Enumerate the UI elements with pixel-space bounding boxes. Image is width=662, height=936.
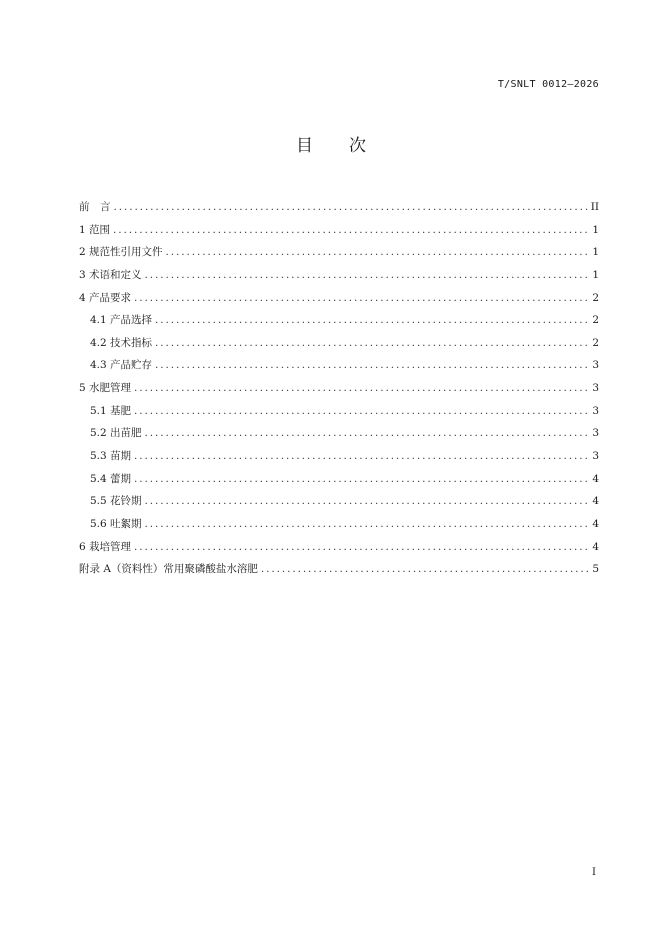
toc-leader-dots (166, 244, 590, 260)
toc-entry-page: 3 (592, 404, 599, 417)
toc-entry-page: 2 (592, 314, 599, 327)
toc-leader-dots (261, 561, 589, 577)
toc-entry-label: 3 术语和定义 (79, 268, 142, 281)
toc-entry-label: 5.3 苗期 (90, 450, 132, 463)
toc-leader-dots (113, 222, 589, 238)
toc-subentry[interactable] (79, 516, 599, 539)
toc-leader-dots (155, 312, 589, 328)
toc-subentry[interactable] (79, 312, 599, 335)
toc-entry[interactable] (79, 267, 599, 290)
toc-leader-dots (145, 493, 590, 509)
toc-entry[interactable] (79, 244, 599, 267)
toc-entry-label: 5 水肥管理 (79, 382, 132, 395)
toc-leader-dots (145, 516, 590, 532)
toc-subentry[interactable] (79, 335, 599, 358)
toc-entry-label: 4.1 产品选择 (90, 314, 153, 327)
toc-entry-label: 6 栽培管理 (79, 540, 132, 553)
toc-entry-label: 5.2 出苗肥 (90, 427, 142, 440)
toc-subentry[interactable] (79, 471, 599, 494)
toc-entry-label: 4 产品要求 (79, 291, 132, 304)
toc-leader-dots (145, 425, 590, 441)
toc-entry[interactable] (79, 539, 599, 562)
toc-entry-page: 2 (592, 336, 599, 349)
toc-entry-page: 2 (592, 291, 599, 304)
toc-entry-page: 5 (592, 563, 599, 576)
toc-entry-page: 4 (592, 540, 599, 553)
table-of-contents (79, 199, 599, 584)
toc-entry-page: 1 (592, 246, 599, 259)
page-number: I (592, 867, 596, 878)
toc-entry-page: II (590, 201, 599, 213)
toc-subentry[interactable] (79, 357, 599, 380)
toc-entry-label: 5.4 蕾期 (90, 472, 132, 485)
toc-entry-page: 3 (592, 382, 599, 395)
toc-leader-dots (134, 380, 589, 396)
toc-leader-dots (134, 403, 589, 419)
document-code: T/SNLT 0012—2026 (497, 79, 599, 90)
toc-entry-page: 4 (592, 517, 599, 530)
toc-entry[interactable] (79, 290, 599, 313)
toc-leader-dots (134, 471, 589, 487)
toc-leader-dots (114, 199, 588, 215)
toc-leader-dots (134, 290, 589, 306)
toc-entry-page: 3 (592, 359, 599, 372)
toc-entry-label: 1 范围 (79, 223, 111, 236)
toc-entry-label: 5.1 基肥 (90, 404, 132, 417)
toc-entry[interactable] (79, 199, 599, 222)
toc-entry-page: 3 (592, 450, 599, 463)
toc-entry-label: 附录 A（资料性）常用聚磷酸盐水溶肥 (79, 563, 258, 576)
toc-leader-dots (155, 335, 589, 351)
toc-entry-label: 4.2 技术指标 (90, 336, 153, 349)
toc-leader-dots (145, 267, 590, 283)
toc-leader-dots (155, 357, 589, 373)
toc-subentry[interactable] (79, 403, 599, 426)
toc-entry-page: 1 (592, 223, 599, 236)
toc-entry[interactable] (79, 222, 599, 245)
toc-leader-dots (134, 448, 589, 464)
toc-entry-page: 1 (592, 268, 599, 281)
toc-entry[interactable] (79, 380, 599, 403)
toc-entry-label: 前 言 (79, 201, 111, 213)
toc-entry-annex[interactable] (79, 561, 599, 584)
toc-entry-page: 4 (592, 495, 599, 508)
toc-entry-label: 4.3 产品贮存 (90, 359, 153, 372)
toc-subentry[interactable] (79, 448, 599, 471)
toc-subentry[interactable] (79, 425, 599, 448)
page-title: 目次 (296, 136, 402, 156)
toc-entry-label: 2 规范性引用文件 (79, 246, 163, 259)
toc-entry-page: 3 (592, 427, 599, 440)
toc-subentry[interactable] (79, 493, 599, 516)
toc-leader-dots (134, 539, 589, 555)
toc-entry-label: 5.6 吐絮期 (90, 517, 142, 530)
toc-entry-label: 5.5 花铃期 (90, 495, 142, 508)
toc-entry-page: 4 (592, 472, 599, 485)
